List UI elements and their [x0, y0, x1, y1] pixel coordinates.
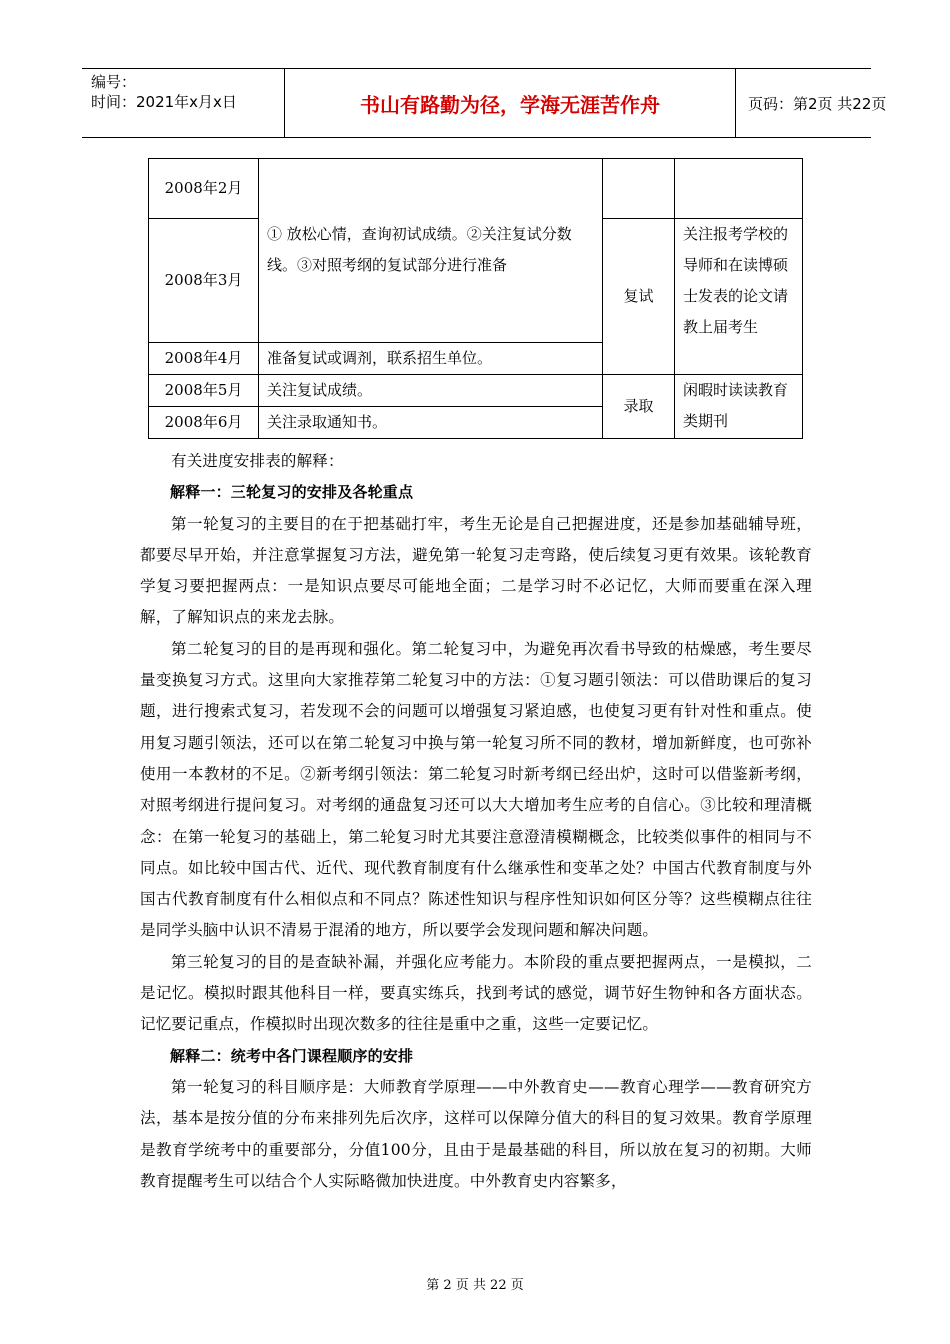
number-label: 编号： [91, 73, 137, 91]
date-cell: 2008年3月 [149, 219, 259, 343]
content-cell-apr: 准备复试或调剂，联系招生单位。 [259, 343, 603, 375]
section-heading-1: 解释一：三轮复习的安排及各轮重点 [170, 483, 414, 502]
header-page-label: 页码：第2页 共22页 [748, 94, 887, 113]
section-heading-2: 解释二：统考中各门课程顺序的安排 [170, 1046, 414, 1065]
stage-cell-admit: 录取 [603, 375, 675, 439]
note-cell-retest: 关注报考学校的导师和在读博硕士发表的论文请教上届考生 [675, 219, 803, 375]
content-cell-feb-mar: ① 放松心情，查询初试成绩。②关注复试分数线。③对照考纲的复试部分进行准备 [259, 159, 603, 343]
paragraph-4: 第一轮复习的科目顺序是：大师教育学原理——中外教育史——教育心理学——教育研究方法，基本是按分值的分布来排列先后次序，这样可以保障分值大的科目的复习效果。教育学原理是教育学统考中的重要部分，分值100分，且由于是最基础的科目，所以放在复习的初期。大师教育提醒考生可以结合个人实际略微加快进度。中外教育史内容繁多， [140, 1077, 812, 1190]
date-label: 时间：2021年x月x日 [91, 93, 237, 111]
header-motto: 书山有路勤为径，学海无涯苦作舟 [284, 69, 736, 137]
note-cell-admit: 闲暇时读读教育类期刊 [675, 375, 803, 439]
date-cell: 2008年4月 [149, 343, 259, 375]
table-row [149, 159, 803, 219]
table-row [149, 375, 803, 407]
stage-cell-empty [603, 159, 675, 219]
page-header [82, 68, 887, 138]
paragraph-2: 第二轮复习的目的是再现和强化。第二轮复习中，为避免再次看书导致的枯燥感，考生要尽量变换复习方式。这里向大家推荐第二轮复习中的方法：①复习题引领法：可以借助课后的复习题，进行搜索式复习，若发现不会的问题可以增强复习紧迫感，也使复习更有针对性和重点。使用复习题引领法，还可以在第二轮复习中换与第一轮复习所不同的教材，增加新鲜度，也可弥补使用一本教材的不足。②新考纲引领法：第二轮复习时新考纲已经出炉，这时可以借鉴新考纲，对照考纲进行提问复习。对考纲的通盘复习还可以大大增加考生应考的自信心。③比较和理清概念：在第一轮复习的基础上，第二轮复习时尤其要注意澄清模糊概念，比较类似事件的相同与不同点。如比较中国古代、近代、现代教育制度有什么继承性和变革之处？中国古代教育制度与外国古代教育制度有什么相似点和不同点？陈述性知识与程序性知识如何区分等？这些模糊点往往是同学头脑中认识不清易于混淆的地方，所以要学会发现问题和解决问题。 [140, 639, 812, 940]
header-info-cell [82, 69, 282, 137]
content-cell-jun: 关注录取通知书。 [259, 407, 603, 439]
content-cell-may: 关注复试成绩。 [259, 375, 603, 407]
page-footer: 第 2 页 共 22 页 [426, 1278, 524, 1293]
body-text [140, 446, 812, 1197]
paragraph-1: 第一轮复习的主要目的在于把基础打牢，考生无论是自己把握进度，还是参加基础辅导班，都要尽早开始，并注意掌握复习方法，避免第一轮复习走弯路，使后续复习更有效果。该轮教育学复习要把握两点：一是知识点要尽可能地全面；二是学习时不必记忆，大师而要重在深入理解，了解知识点的来龙去脉。 [140, 514, 812, 627]
date-cell: 2008年5月 [149, 375, 259, 407]
date-cell: 2008年6月 [149, 407, 259, 439]
intro-paragraph: 有关进度安排表的解释： [171, 452, 344, 470]
paragraph-3: 第三轮复习的目的是查缺补漏，并强化应考能力。本阶段的重点要把握两点，一是模拟，二是记忆。模拟时跟其他科目一样，要真实练兵，找到考试的感觉，调节好生物钟和各方面状态。记忆要记重点，作模拟时出现次数多的往往是重中之重，这些一定要记忆。 [140, 952, 812, 1034]
date-cell: 2008年2月 [149, 159, 259, 219]
note-cell-empty [675, 159, 803, 219]
stage-cell-retest: 复试 [603, 219, 675, 375]
schedule-table [148, 158, 803, 439]
